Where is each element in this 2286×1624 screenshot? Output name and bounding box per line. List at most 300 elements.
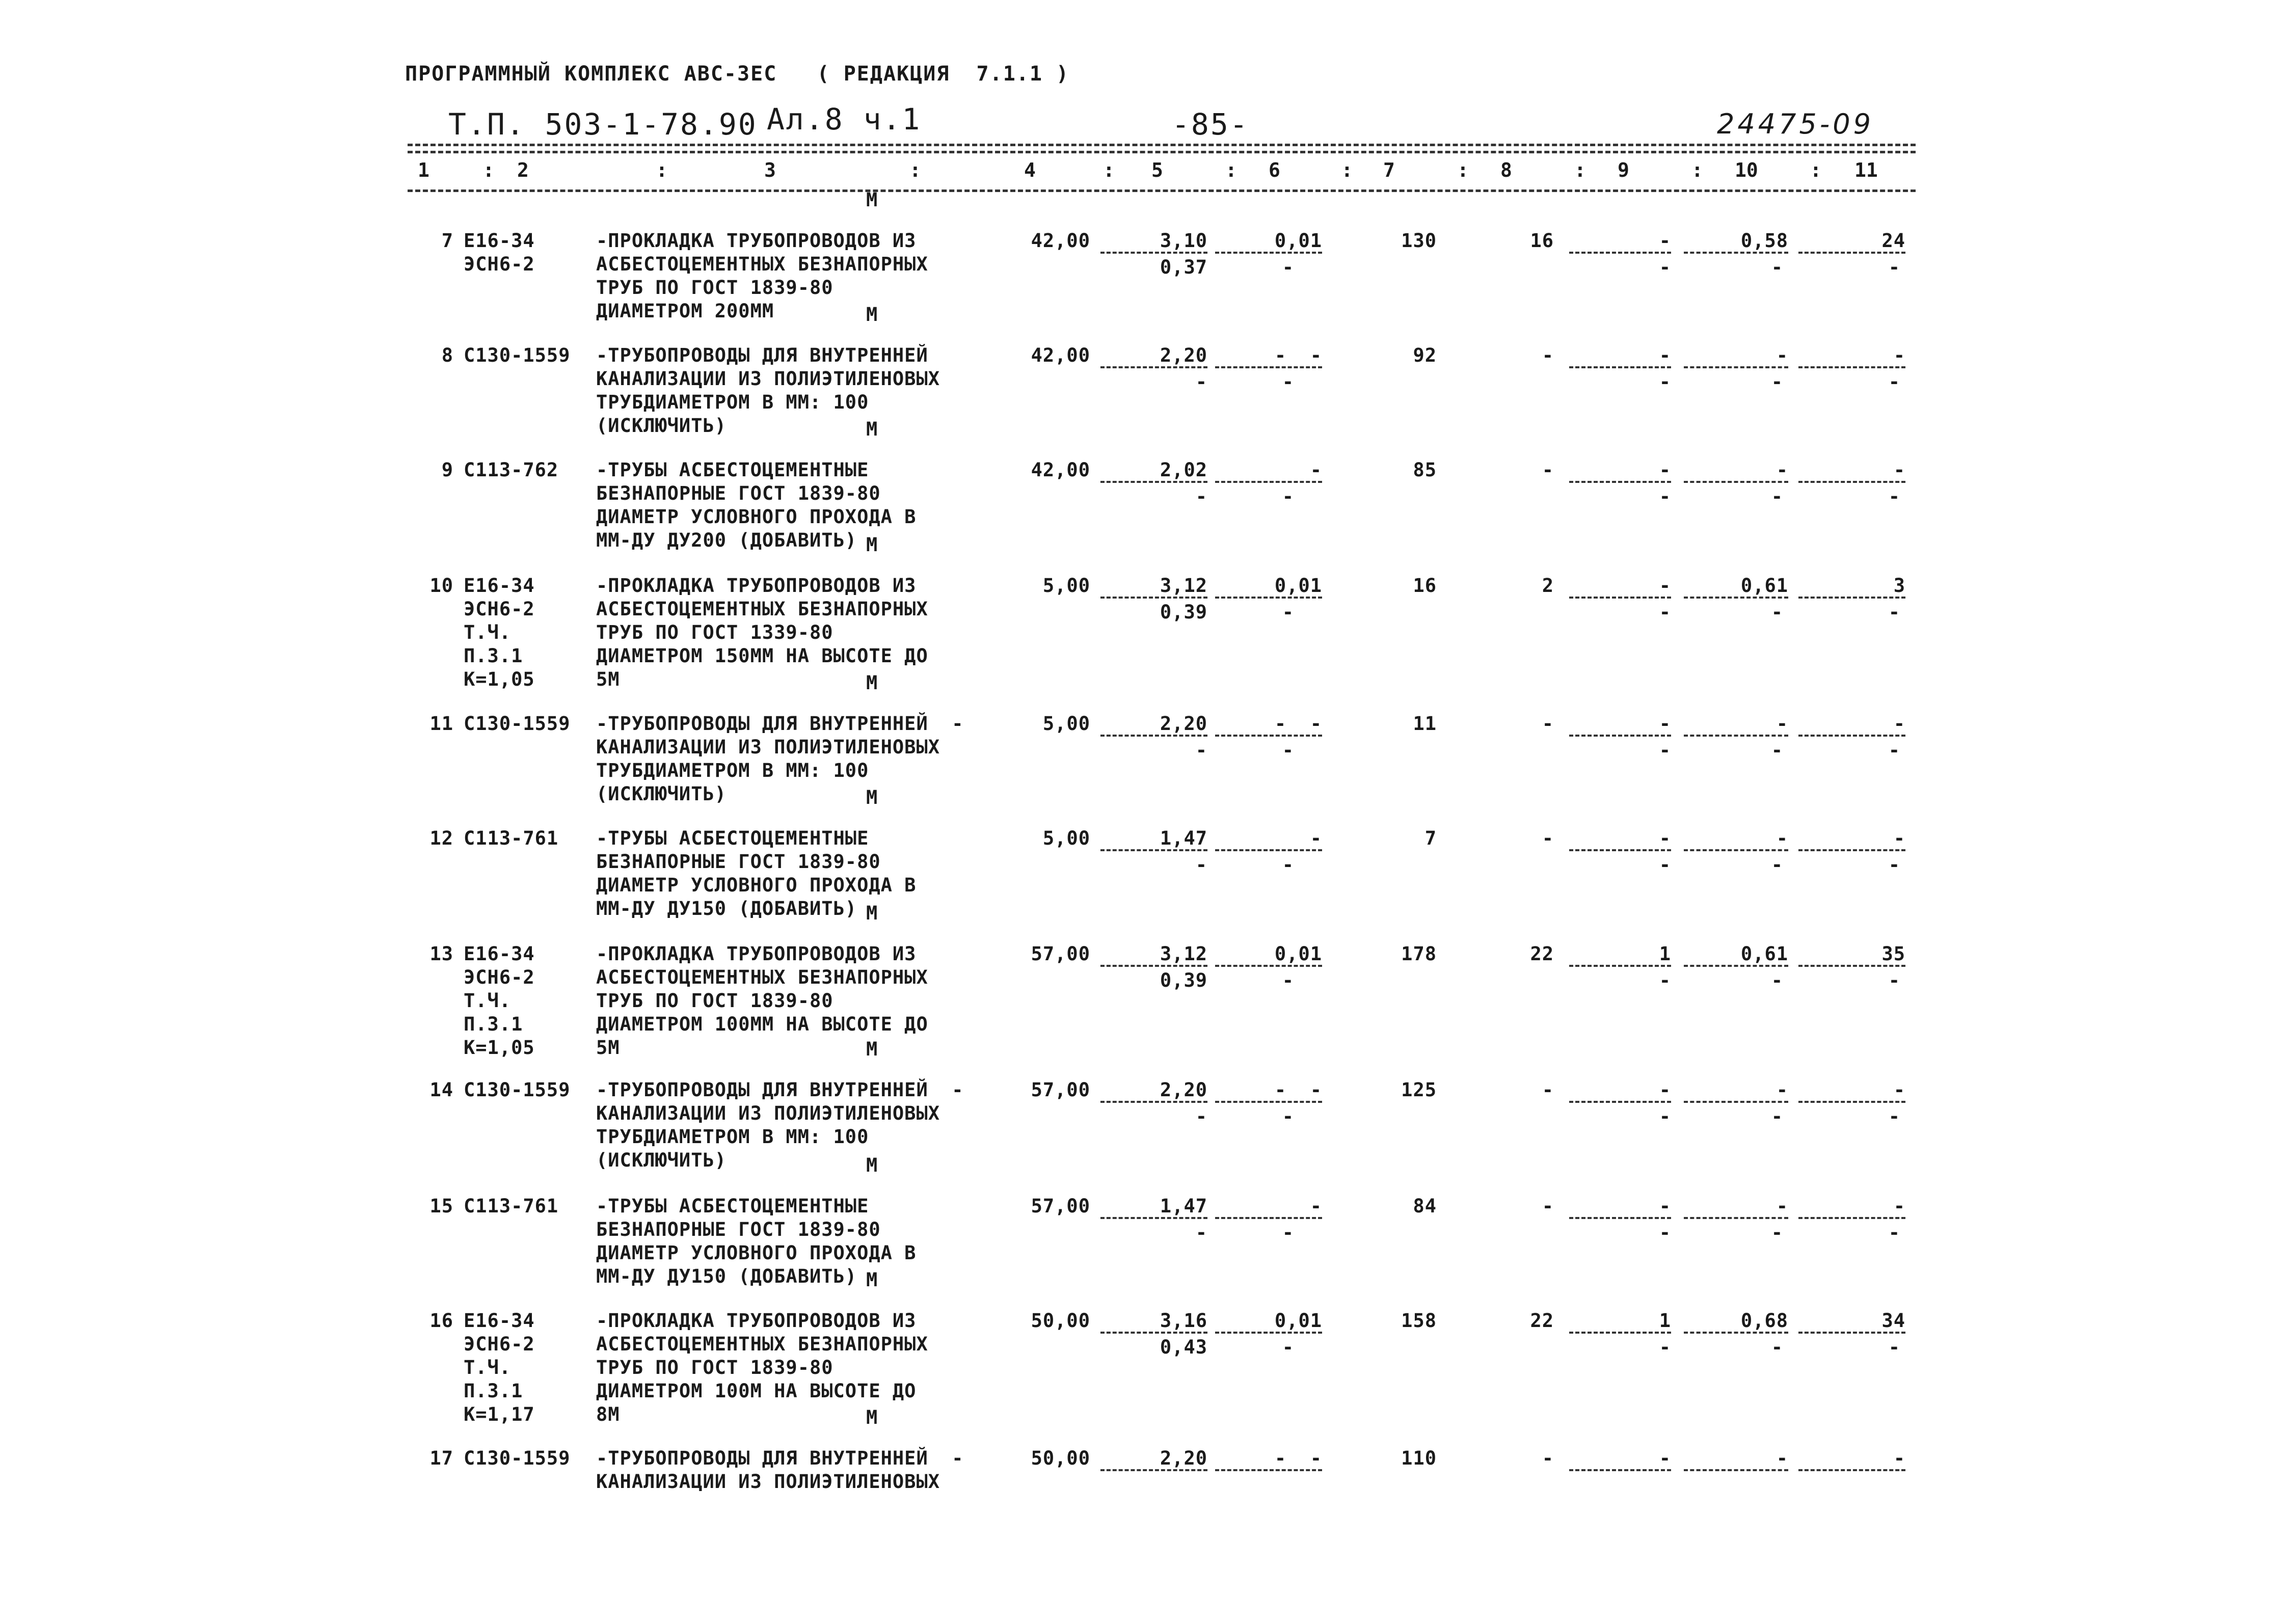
sub-value-s9: - [1659,969,1671,991]
work-description: ТРУБ ПО ГОСТ 1839-80 [596,277,833,299]
column-separator: : [1341,159,1353,181]
column-separator: : [1691,159,1703,181]
value-divider [1798,252,1905,254]
unit-label: М [866,902,878,924]
row-number: 9 [441,459,453,481]
sub-value-s11: - [1888,1222,1900,1243]
page-number: -85- [1172,107,1249,142]
sub-value-s6: - [1282,601,1294,623]
value-c10: - [1776,827,1788,849]
sub-value-s6: - [1282,969,1294,991]
value-divider [1798,1101,1905,1103]
value-c5: 2,20 [1160,344,1207,366]
value-c10: 0,61 [1740,575,1788,597]
album-number: Ал.8 ч.1 [767,102,922,137]
value-divider [1100,735,1207,737]
value-c4: 42,00 [1031,459,1090,481]
unit-label: М [866,787,878,808]
sub-value-s5: 0,39 [1160,969,1207,991]
rate-code: Т.Ч. [464,1357,512,1378]
value-c9: - [1659,1195,1671,1217]
work-description: -ТРУБЫ АСБЕСТОЦЕМЕНТНЫЕ [596,459,869,481]
rate-code: ЭСН6-2 [464,966,535,988]
value-divider [1569,1217,1671,1219]
value-c5: 2,20 [1160,713,1207,735]
value-c4: 57,00 [1031,943,1090,965]
rate-code: С113-762 [464,459,559,481]
value-divider [1215,597,1322,599]
value-divider [1100,965,1207,967]
work-description: АСБЕСТОЦЕМЕНТНЫХ БЕЗНАПОРНЫХ [596,598,928,620]
rate-code: П.3.1 [464,645,523,667]
column-separator: : [1574,159,1586,181]
value-c10: - [1776,344,1788,366]
value-c10: - [1776,1195,1788,1217]
value-c7: 84 [1413,1195,1437,1217]
sub-value-s10: - [1771,739,1783,761]
value-divider [1684,849,1788,851]
unit-label: М [866,304,878,326]
value-divider [1569,849,1671,851]
value-divider [1100,481,1207,483]
value-c8: - [1542,344,1554,366]
value-divider [1684,1101,1788,1103]
value-divider [1684,1332,1788,1334]
value-c10: 0,58 [1740,230,1788,252]
work-description: АСБЕСТОЦЕМЕНТНЫХ БЕЗНАПОРНЫХ [596,253,928,275]
row-number: 12 [429,827,453,849]
value-divider [1798,1217,1905,1219]
value-c9: - [1659,827,1671,849]
value-divider [1569,1469,1671,1471]
program-header: ПРОГРАММНЫЙ КОМПЛЕКС АВС-3ЕС ( РЕДАКЦИЯ 7.1.1 ) [405,62,1070,86]
value-c9: - [1659,713,1671,735]
column-number: 5 [1151,159,1163,181]
value-c4: 50,00 [1031,1310,1090,1332]
work-description: ММ-ДУ ДУ150 (ДОБАВИТЬ) [596,898,857,919]
sub-value-s10: - [1771,1105,1783,1127]
sub-value-s6: - [1282,1105,1294,1127]
column-number: 11 [1854,159,1878,181]
sub-value-s10: - [1771,256,1783,278]
row-number: 10 [429,575,453,597]
rate-code: С130-1559 [464,344,571,366]
work-description: ТРУБДИАМЕТРОМ В ММ: 100 [596,391,869,413]
column-number: 10 [1735,159,1758,181]
row-number: 16 [429,1310,453,1332]
value-c11: - [1893,459,1905,481]
sub-value-s11: - [1888,1336,1900,1358]
work-description: ТРУБ ПО ГОСТ 1339-80 [596,621,833,643]
work-description: ТРУБ ПО ГОСТ 1839-80 [596,990,833,1012]
row-number: 8 [441,344,453,366]
sub-value-s6: - [1282,1336,1294,1358]
sub-value-s5: - [1195,1222,1207,1243]
value-c8: 2 [1542,575,1554,597]
sub-value-s9: - [1659,1222,1671,1243]
work-description: 5М [596,668,620,690]
value-c6: 0,01 [1274,575,1322,597]
column-separator: : [1225,159,1237,181]
unit-label: М [866,534,878,556]
sub-value-s6: - [1282,854,1294,876]
sub-value-s5: - [1195,854,1207,876]
sub-value-s11: - [1888,854,1900,876]
value-c7: 110 [1401,1447,1437,1469]
row-number: 17 [429,1447,453,1469]
work-description: БЕЗНАПОРНЫЕ ГОСТ 1839-80 [596,1219,881,1240]
value-c4: 5,00 [1042,575,1090,597]
header-rule-top-2 [408,151,1916,153]
sub-value-s10: - [1771,485,1783,507]
work-description: КАНАЛИЗАЦИИ ИЗ ПОЛИЭТИЛЕНОВЫХ [596,736,940,758]
unit-label: М [866,418,878,440]
header-rule-top [408,144,1916,146]
column-number: 3 [764,159,776,181]
value-c9: - [1659,344,1671,366]
value-divider [1215,849,1322,851]
rate-code: Е16-34 [464,575,535,597]
work-description: ТРУБ ПО ГОСТ 1839-80 [596,1357,833,1378]
rate-code: К=1,17 [464,1403,535,1425]
value-divider [1569,366,1671,368]
row-number: 11 [429,713,453,735]
value-c9: - [1659,575,1671,597]
sub-value-s9: - [1659,601,1671,623]
value-c7: 11 [1413,713,1437,735]
value-divider [1100,1101,1207,1103]
work-description: -ТРУБЫ АСБЕСТОЦЕМЕНТНЫЕ [596,827,869,849]
work-description: ДИАМЕТРОМ 100ММ НА ВЫСОТЕ ДО [596,1013,928,1035]
work-description: (ИСКЛЮЧИТЬ) [596,783,727,805]
value-c4: 5,00 [1042,713,1090,735]
value-divider [1215,1101,1322,1103]
value-c11: - [1893,1079,1905,1101]
value-c11: - [1893,344,1905,366]
value-c7: 125 [1401,1079,1437,1101]
value-c5: 2,20 [1160,1447,1207,1469]
work-description: (ИСКЛЮЧИТЬ) [596,1149,727,1171]
work-description: БЕЗНАПОРНЫЕ ГОСТ 1839-80 [596,851,881,873]
work-description: 5М [596,1037,620,1059]
value-c6: - - [1274,1447,1322,1469]
work-description: КАНАЛИЗАЦИИ ИЗ ПОЛИЭТИЛЕНОВЫХ [596,1471,940,1493]
sub-value-s5: - [1195,739,1207,761]
value-c10: 0,68 [1740,1310,1788,1332]
sub-value-s5: 0,37 [1160,256,1207,278]
work-description: -ПРОКЛАДКА ТРУБОПРОВОДОВ ИЗ [596,943,917,965]
unit-label: М [866,672,878,694]
work-description: -ПРОКЛАДКА ТРУБОПРОВОДОВ ИЗ [596,575,917,597]
value-c6: - - [1274,344,1322,366]
value-divider [1215,735,1322,737]
column-number: 7 [1383,159,1395,181]
sub-value-s9: - [1659,854,1671,876]
value-divider [1684,252,1788,254]
sub-value-s11: - [1888,601,1900,623]
column-separator: : [482,159,495,181]
value-c10: - [1776,1079,1788,1101]
value-c5: 3,16 [1160,1310,1207,1332]
column-number: 6 [1269,159,1280,181]
work-description: 8М [596,1403,620,1425]
value-c7: 178 [1401,943,1437,965]
value-c6: - - [1274,713,1322,735]
work-description: -ПРОКЛАДКА ТРУБОПРОВОДОВ ИЗ [596,1310,917,1332]
value-divider [1215,965,1322,967]
value-c8: - [1542,827,1554,849]
work-description: КАНАЛИЗАЦИИ ИЗ ПОЛИЭТИЛЕНОВЫХ [596,1102,940,1124]
value-c4: 42,00 [1031,344,1090,366]
sub-value-s5: - [1195,1105,1207,1127]
value-divider [1100,597,1207,599]
value-c9: 1 [1659,1310,1671,1332]
value-c7: 16 [1413,575,1437,597]
work-description: ДИАМЕТРОМ 150ММ НА ВЫСОТЕ ДО [596,645,928,667]
value-divider [1215,1217,1322,1219]
value-c5: 2,20 [1160,1079,1207,1101]
row-number: 13 [429,943,453,965]
document-number: 24475-09 [1717,108,1874,140]
value-divider [1684,965,1788,967]
column-separator: : [656,159,668,181]
value-c11: - [1893,1195,1905,1217]
value-c4: 57,00 [1031,1079,1090,1101]
unit-label: М [866,1154,878,1176]
sub-value-s6: - [1282,371,1294,393]
sub-value-s10: - [1771,601,1783,623]
value-divider [1215,481,1322,483]
rate-code: С130-1559 [464,1079,571,1101]
sub-value-s11: - [1888,739,1900,761]
sub-value-s5: 0,43 [1160,1336,1207,1358]
sub-value-s9: - [1659,1336,1671,1358]
column-number: 2 [517,159,529,181]
value-divider [1215,366,1322,368]
value-c11: - [1893,1447,1905,1469]
sub-value-s10: - [1771,1222,1783,1243]
value-c8: - [1542,713,1554,735]
value-c4: 5,00 [1042,827,1090,849]
rate-code: Е16-34 [464,1310,535,1332]
work-description: ДИАМЕТРОМ 100М НА ВЫСОТЕ ДО [596,1380,917,1402]
sub-value-s6: - [1282,739,1294,761]
row-number: 15 [429,1195,453,1217]
row-number: 14 [429,1079,453,1101]
sub-value-s11: - [1888,371,1900,393]
value-c6: 0,01 [1274,943,1322,965]
rate-code: ЭСН6-2 [464,598,535,620]
value-c8: 16 [1530,230,1554,252]
sub-value-s10: - [1771,854,1783,876]
value-divider [1100,849,1207,851]
work-description: ДИАМЕТР УСЛОВНОГО ПРОХОДА В [596,874,917,896]
value-c5: 2,02 [1160,459,1207,481]
work-description: ММ-ДУ ДУ200 (ДОБАВИТЬ) [596,529,857,551]
row-number: 7 [441,230,453,252]
sub-value-s6: - [1282,485,1294,507]
value-divider [1798,965,1905,967]
work-description: ДИАМЕТРОМ 200ММ [596,300,774,322]
value-divider [1100,366,1207,368]
value-divider [1100,252,1207,254]
sub-value-s9: - [1659,371,1671,393]
unit-label: М [866,189,878,211]
value-c4: 50,00 [1031,1447,1090,1469]
column-separator: : [1810,159,1822,181]
sub-value-s10: - [1771,371,1783,393]
value-c11: - [1893,713,1905,735]
value-divider [1798,597,1905,599]
value-divider [1100,1217,1207,1219]
value-c6: - [1310,459,1322,481]
value-c9: - [1659,459,1671,481]
value-divider [1569,1332,1671,1334]
value-c8: 22 [1530,1310,1554,1332]
sub-value-s11: - [1888,1105,1900,1127]
value-c9: - [1659,1447,1671,1469]
value-divider [1215,1332,1322,1334]
value-c10: - [1776,1447,1788,1469]
sub-value-s9: - [1659,485,1671,507]
rate-code: С113-761 [464,1195,559,1217]
value-divider [1569,252,1671,254]
value-c7: 158 [1401,1310,1437,1332]
value-divider [1569,481,1671,483]
sub-value-s9: - [1659,256,1671,278]
column-number: 4 [1024,159,1036,181]
work-description: ММ-ДУ ДУ150 (ДОБАВИТЬ) [596,1265,857,1287]
value-divider [1684,597,1788,599]
sub-value-s11: - [1888,485,1900,507]
value-c6: - [1310,1195,1322,1217]
sub-value-s11: - [1888,969,1900,991]
value-divider [1798,849,1905,851]
value-c6: 0,01 [1274,230,1322,252]
doc-code: Т.П. 503-1-78.90 [448,107,758,142]
rate-code: П.3.1 [464,1013,523,1035]
work-description: (ИСКЛЮЧИТЬ) [596,415,727,437]
sub-value-s5: - [1195,371,1207,393]
work-description: -ТРУБОПРОВОДЫ ДЛЯ ВНУТРЕННЕЙ - [596,1079,964,1101]
value-c5: 3,12 [1160,943,1207,965]
value-divider [1798,735,1905,737]
value-c4: 57,00 [1031,1195,1090,1217]
sub-value-s9: - [1659,1105,1671,1127]
value-divider [1684,1217,1788,1219]
work-description: ТРУБДИАМЕТРОМ В ММ: 100 [596,760,869,781]
sub-value-s10: - [1771,1336,1783,1358]
work-description: -ТРУБЫ АСБЕСТОЦЕМЕНТНЫЕ [596,1195,869,1217]
value-divider [1684,366,1788,368]
value-c7: 7 [1424,827,1437,849]
value-c8: - [1542,1079,1554,1101]
rate-code: С130-1559 [464,1447,571,1469]
column-number: 8 [1500,159,1512,181]
rate-code: Т.Ч. [464,621,512,643]
value-c11: 24 [1881,230,1905,252]
rate-code: С113-761 [464,827,559,849]
header-rule-bottom [408,190,1916,192]
work-description: ДИАМЕТР УСЛОВНОГО ПРОХОДА В [596,1242,917,1264]
value-divider [1569,965,1671,967]
value-divider [1569,735,1671,737]
rate-code: Т.Ч. [464,990,512,1012]
sub-value-s11: - [1888,256,1900,278]
value-c9: - [1659,230,1671,252]
value-c8: - [1542,1447,1554,1469]
value-c5: 3,10 [1160,230,1207,252]
value-c10: 0,61 [1740,943,1788,965]
value-c6: 0,01 [1274,1310,1322,1332]
value-divider [1569,1101,1671,1103]
value-c11: 35 [1881,943,1905,965]
value-c10: - [1776,713,1788,735]
unit-label: М [866,1406,878,1428]
rate-code: ЭСН6-2 [464,1333,535,1355]
work-description: КАНАЛИЗАЦИИ ИЗ ПОЛИЭТИЛЕНОВЫХ [596,368,940,390]
work-description: -ТРУБОПРОВОДЫ ДЛЯ ВНУТРЕННЕЙ - [596,1447,964,1469]
value-c4: 42,00 [1031,230,1090,252]
column-separator: : [1457,159,1469,181]
column-number: 1 [418,159,429,181]
work-description: БЕЗНАПОРНЫЕ ГОСТ 1839-80 [596,482,881,504]
work-description: ДИАМЕТР УСЛОВНОГО ПРОХОДА В [596,506,917,528]
value-c11: 34 [1881,1310,1905,1332]
value-c10: - [1776,459,1788,481]
rate-code: С130-1559 [464,713,571,735]
sub-value-s5: 0,39 [1160,601,1207,623]
value-divider [1100,1332,1207,1334]
value-c11: 3 [1893,575,1905,597]
value-divider [1798,366,1905,368]
value-c8: - [1542,1195,1554,1217]
value-divider [1684,481,1788,483]
work-description: -ТРУБОПРОВОДЫ ДЛЯ ВНУТРЕННЕЙ - [596,713,964,735]
unit-label: М [866,1269,878,1291]
value-divider [1798,1332,1905,1334]
column-number: 9 [1618,159,1629,181]
rate-code: П.3.1 [464,1380,523,1402]
value-divider [1569,597,1671,599]
value-c7: 130 [1401,230,1437,252]
sub-value-s9: - [1659,739,1671,761]
value-divider [1100,1469,1207,1471]
value-divider [1684,1469,1788,1471]
work-description: АСБЕСТОЦЕМЕНТНЫХ БЕЗНАПОРНЫХ [596,1333,928,1355]
rate-code: К=1,05 [464,668,535,690]
value-c9: 1 [1659,943,1671,965]
rate-code: ЭСН6-2 [464,253,535,275]
work-description: ТРУБДИАМЕТРОМ В ММ: 100 [596,1126,869,1148]
work-description: -ПРОКЛАДКА ТРУБОПРОВОДОВ ИЗ [596,230,917,252]
value-c7: 85 [1413,459,1437,481]
value-c5: 1,47 [1160,827,1207,849]
sub-value-s10: - [1771,969,1783,991]
rate-code: Е16-34 [464,230,535,252]
work-description: -ТРУБОПРОВОДЫ ДЛЯ ВНУТРЕННЕЙ [596,344,928,366]
rate-code: Е16-34 [464,943,535,965]
value-c5: 3,12 [1160,575,1207,597]
value-divider [1798,481,1905,483]
column-separator: : [1103,159,1115,181]
value-divider [1684,735,1788,737]
value-c8: 22 [1530,943,1554,965]
value-c6: - - [1274,1079,1322,1101]
sub-value-s5: - [1195,485,1207,507]
sub-value-s6: - [1282,1222,1294,1243]
rate-code: К=1,05 [464,1037,535,1059]
